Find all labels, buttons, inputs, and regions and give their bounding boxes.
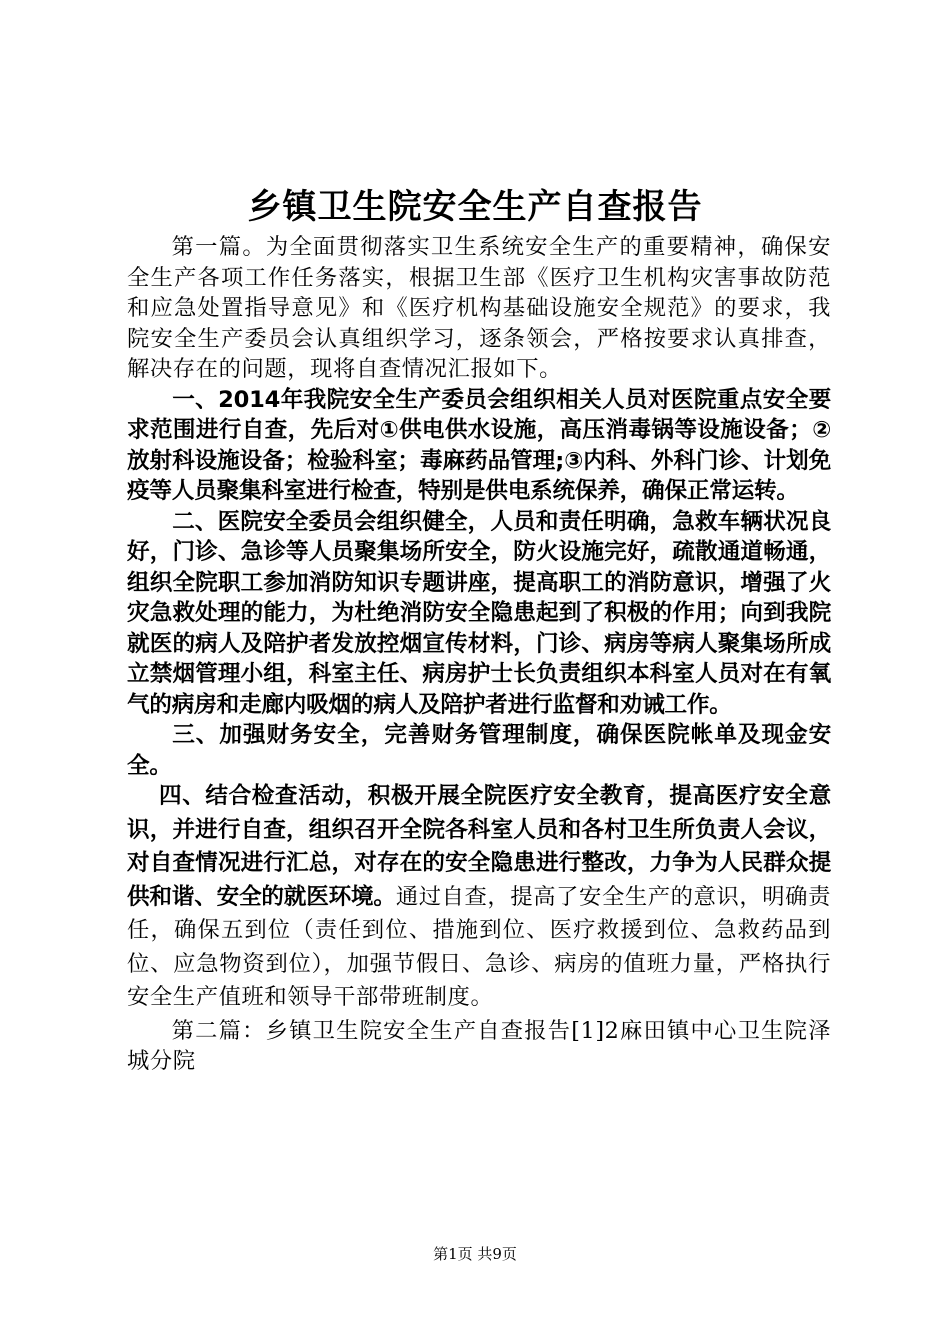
paragraph-section-4 [127,781,831,1016]
paragraph-section-3: 三、加强财务安全，完善财务管理制度，确保医院帐单及现金安全。 [127,722,831,779]
section-4-regular-text: 通过自查，提高了安全生产的意识，明确责任，确保五到位（责任到位、措施到位、医疗救援到位、急救药品到位、应急物资到位），加强节假日、急诊、病房的值班力量，严格执行安全生产值班和领导干部带班制度。 [127,883,831,1010]
paragraph-intro: 第一篇。为全面贯彻落实卫生系统安全生产的重要精神，确保安全生产各项工作任务落实，根据卫生部《医疗卫生机构灾害事故防范和应急处置指导意见》和《医疗机构基础设施安全规范》的要求，我院安全生产委员会认真组织学习，逐条领会，严格按要求认真排查，解决存在的问题，现将自查情况汇报如下。 [127,234,831,382]
section-4-bold-text: 四、结合检查活动，积极开展全院医疗安全教育，提高医疗安全意识，并进行自查，组织召开全院各科室人员和各村卫生所负责人会议，对自查情况进行汇总，对存在的安全隐患进行整改，力争为人民群众提供和谐、安全的就医环境。 [127,783,831,910]
paragraph-second-article: 第二篇：乡镇卫生院安全生产自查报告[1]2麻田镇中心卫生院泽城分院 [127,1017,831,1074]
paragraph-section-2: 二、医院安全委员会组织健全，人员和责任明确，急救车辆状况良好，门诊、急诊等人员聚集场所安全，防火设施完好，疏散通道畅通，组织全院职工参加消防知识专题讲座，提高职工的消防意识，增强了火灾急救处理的能力，为杜绝消防安全隐患起到了积极的作用；向到我院就医的病人及陪护者发放控烟宣传材料，门诊、病房等病人聚集场所成立禁烟管理小组，科室主任、病房护士长负责组织本科室人员对在有氧气的病房和走廊内吸烟的病人及陪护者进行监督和劝诫工作。 [127,508,831,718]
document-body [127,232,831,1077]
document-title: 乡镇卫生院安全生产自查报告 [247,187,703,227]
page-footer: 第1页 共9页 [433,1245,517,1263]
paragraph-section-1: 一、2014年我院安全生产委员会组织相关人员对医院重点安全要求范围进行自查，先后对①供电供水设施，高压消毒锅等设施设备；②放射科设施设备；检验科室；毒麻药品管理;③内科、外科门诊、计划免疫等人员聚集科室进行检查，特别是供电系统保养，确保正常运转。 [127,386,831,504]
